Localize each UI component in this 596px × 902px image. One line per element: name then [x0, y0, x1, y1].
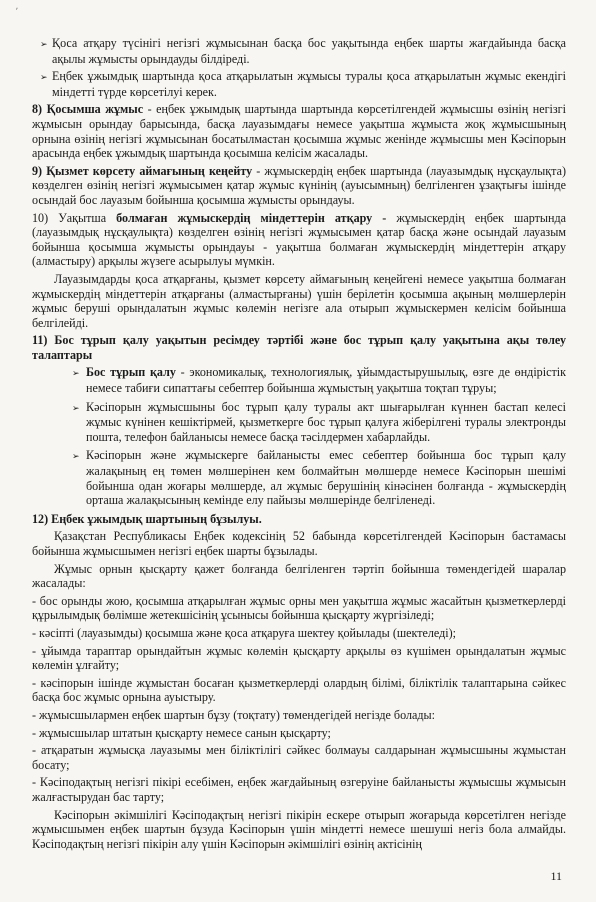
section-10: 10) Уақытша болмаған жұмыскердің міндеттерін атқару - жұмыскердің еңбек шартында (лауазымдық нұсқаулықта) көзделген өзінің негізгі жұмысымен қатар басқа және осындай лауазым бойынша қосымша жұмысты орындауы - уақытша болмаған жұмыскердің міндеттерін атқару (алмастыру) арқылы жүзеге асырылуы мүмкін.: [32, 210, 566, 269]
section-11-title: 11) Бос тұрып қалу уақытын ресімдеу тәртібі және бос тұрып қалу уақытына ақы төлеу талаптары: [32, 333, 566, 362]
bullet-paragraph: ➢ Кәсіпорын жұмысшыны бос тұрып қалу туралы акт шығарылған күннен бастап келесі жұмыс күнінен кешіктірмей, қызметкерге бос тұрып қалуға жіберілгені туралы электронды пошта, телефон байланысы немесе басқа тәсілдермен хабарлайды.: [72, 399, 566, 444]
list-item: - кәсіпті (лауазымды) қосымша және қоса атқаруға шектеу қойылады (шектеледі);: [32, 625, 457, 640]
paragraph: Қазақстан Республикасы Еңбек кодексінің 52 бабында көрсетілгендей Кәсіпорын бастамасы бойынша жұмысшымен негізгі еңбек шарты бұзылады.: [32, 529, 566, 558]
bullet-paragraph: ➢ Бос тұрып қалу - экономикалық, технологиялық, ұйымдастырушылық, өзге де өндірістік немесе табиғи сипаттағы себептер бойынша жұмыстың уақытша тоқтап тұруы;: [72, 365, 566, 396]
corner-mark: ʹ: [16, 6, 18, 16]
arrow-bullet-icon: ➢: [40, 72, 48, 83]
section-12-title: 12) Еңбек ұжымдық шартының бұзылуы.: [32, 511, 262, 526]
arrow-bullet-icon: ➢: [72, 368, 80, 379]
list-item: - кәсіпорын ішінде жұмыстан босаған қызметкерлерді олардың білімі, біліктілік талаптарына сәйкес басқа бос жұмыс орнына ауыстыру.: [32, 675, 566, 705]
section-10-title: болмаған жұмыскердің міндеттерін атқару -: [116, 210, 387, 225]
paragraph: Кәсіпорын әкімшілігі Кәсіподақтың негізгі пікірін ескере отырып жоғарыда көрсетілген негізде жұмысшымен еңбек шартын бұзуда Кәсіпорын үшін міндетті немесе шешуші негіз бола алмайды. Кәсіподақтың негізгі пікірін алу үшін Кәсіпорын әкімшілігі өзінің актісінің: [32, 807, 566, 851]
section-9-title: 9) Қызмет көрсету аймағының кеңейту: [32, 163, 253, 178]
list-item: - Кәсіподақтың негізгі пікірі есебімен, еңбек жағдайының өзгеруіне байланысты жұмысшы жұмысын жалғастырудан бас тарту;: [32, 775, 566, 804]
bullet-paragraph: ➢ Кәсіпорын және жұмыскерге байланысты емес себептер бойынша бос тұрып қалу жалақының ең төмен мөлшерінен кем болмайтын мөлшерде немесе Кәсіпорын шешімі бойынша одан жоғары мөлшерде, ал жұмыс берушінің кінәсінен болғанда - жұмыскердің орташа жалақысының кемінде елу пайызы мөлшерінде белгіленеді.: [72, 448, 566, 508]
document-body: [32, 36, 566, 854]
list-item: - жұмысшылармен еңбек шартын бұзу (тоқтату) төмендегідей негізде болады:: [32, 707, 436, 722]
list-item: - бос орынды жою, қосымша атқарылған жұмыс орны мен уақытша жұмыс жасайтын қызметкерлерді құрылымдық бөлімше жетекшісінің ұсынысы бойынша қысқарту жүргізіледі;: [32, 593, 566, 623]
arrow-bullet-icon: ➢: [72, 451, 80, 462]
paragraph: Жұмыс орнын қысқарту қажет болғанда белгіленген тәртіп бойынша төмендегідей шаралар жасалады:: [32, 561, 566, 591]
page-number: 11: [550, 869, 562, 883]
arrow-bullet-icon: ➢: [40, 39, 48, 49]
list-item: - атқаратын жұмысқа лауазымы мен біліктілігі сәйкес болмауы салдарынан жұмысшыны жұмыстан босату;: [32, 743, 566, 772]
bullet-paragraph: ➢ Қоса атқару түсінігі негізгі жұмысынан басқа бос уақытында еңбек шарты жағдайында басқа ақылы жұмысты орындауды білдіреді.: [40, 36, 566, 66]
bullet-paragraph: ➢ Еңбек ұжымдық шартында қоса атқарылатын жұмысы туралы қоса атқарылатын жұмыс екендігі міндетті түрде көрсетілуі керек.: [40, 69, 566, 99]
list-item: - жұмысшылар штатын қысқарту немесе санын қысқарту;: [32, 725, 331, 740]
section-9: 9) Қызмет көрсету аймағының кеңейту - жұмыскердің еңбек шартында (лауазымдық нұсқаулықта) көзделген өзінің негізгі жұмысымен қатар жұмыс күнінің (ауысымның) белгіленген ұзақтығы ішінде осындай бос лауазым бойынша қосымша жұмысты орындауы.: [32, 163, 566, 207]
section-8: 8) Қосымша жұмыс - еңбек ұжымдық шартында шартында көрсетілгендей жұмысшы өзінің негізгі жұмысын орындау барысында, басқа лауазымдағы немесе уақытша жұмыста жоқ жұмысшының орнына өзінің негізгі жұмысынан босатылмастан қосымша жұмыс женінде жұмысшы мен Кәсіпорын арасында еңбек ұжымдық шартында қосымша келісім жасалады.: [32, 102, 566, 161]
list-item: - ұйымда тараптар орындайтын жұмыс көлемін қысқарту арқылы өз күшімен орындалатын жұмыс көлемін ұлғайту;: [32, 643, 566, 673]
arrow-bullet-icon: ➢: [72, 402, 80, 413]
section-8-title: 8) Қосымша жұмыс: [32, 102, 144, 117]
paragraph: Лауазымдарды қоса атқарғаны, қызмет көрсету аймағының кеңейгені немесе уақытша болмаған жұмыскердің міндеттерін атқарғаны (алмастырғаны) үшін берілетін қосымша ақының мөлшерлерін жұмыс беруші орындалатын жұмыс көлемін негізге ала отырып жұмыскермен келісім бойынша белгілейді.: [32, 271, 566, 330]
